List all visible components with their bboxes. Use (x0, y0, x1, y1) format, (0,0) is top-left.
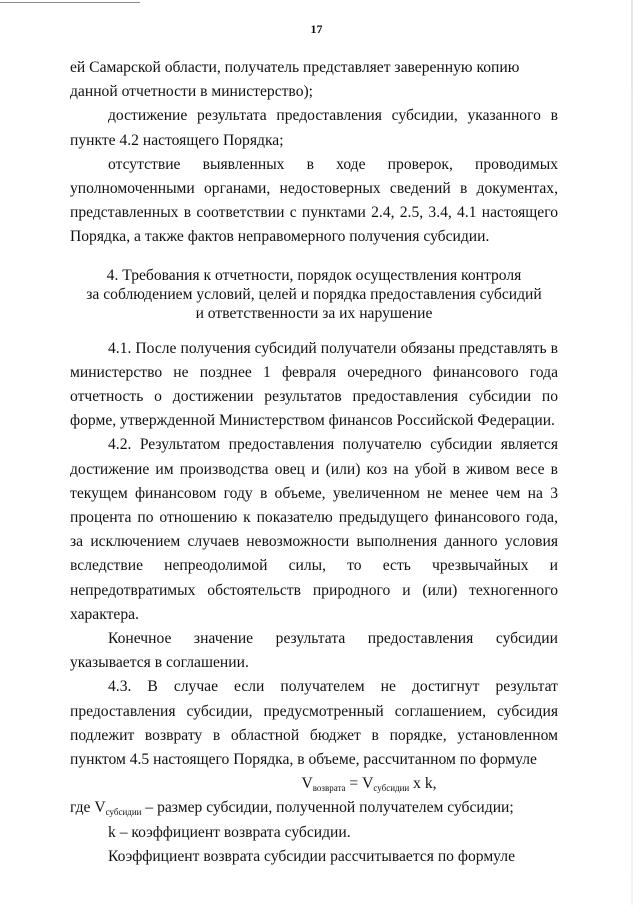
page-number: 17 (310, 22, 323, 36)
section-heading (70, 266, 558, 323)
k-definition: k – коэффициент возврата субсидии. (108, 823, 351, 841)
where-line (70, 796, 558, 820)
where-prefix: где V (70, 799, 106, 817)
paragraph-4-2: 4.2. Результатом предоставления получателю субсидии является достижение им производства овец и (или) коз на убой в живом весе в текущем финансовом году в объеме, увеличенном не менее чем на 3 процента по отношению к показателю предыдущего финансового года, за исключением случаев невозможности выполнения данного условия вследствие непреодолимой силы, то есть чрезвычайных и непредотвратимых обстоятельств природного и (или) техногенного характера. (70, 436, 558, 623)
paragraph-condition-result: достижение результата предоставления субсидии, указанного в пункте 4.2 настоящего Порядка; (70, 107, 558, 149)
where-sub: субсидии (105, 807, 142, 818)
paragraph-continuation: ей Самарской области, получатель представляет заверенную копию данной отчетности в министерство); (70, 59, 520, 101)
paragraph-4-3: 4.3. В случае если получателем не достигнут результат предоставления субсидии, предусмотренный соглашением, субсидия подлежит возврату в областной бюджет в порядке, установленном пунктом 4.5 настоящего Порядка, в объеме, рассчитанном по формуле (70, 678, 558, 769)
paragraph-final-value: Конечное значение результата предоставления субсидии указывается в соглашении. (70, 630, 558, 672)
formula-lhs-sub: возврата (312, 783, 346, 794)
section-heading-line-2: за соблюдением условий, целей и порядка предоставления субсидий (86, 285, 542, 303)
section-heading-line-3: и ответственности за их нарушение (195, 304, 433, 322)
document-body (70, 56, 558, 869)
formula-equals: = (345, 775, 363, 793)
formula-rhs-tail: x k, (409, 775, 437, 793)
section-heading-line-1: 4. Требования к отчетности, порядок осуществления контроля (106, 266, 522, 284)
return-formula (180, 772, 558, 796)
scan-artifact-line (0, 2, 140, 3)
coefficient-intro: Коэффициент возврата субсидии рассчитывается по формуле (108, 847, 515, 865)
where-rest: – размер субсидии, полученной получателем субсидии; (141, 799, 514, 817)
formula-lhs-var: V (301, 775, 313, 793)
paragraph-4-1: 4.1. После получения субсидий получатели обязаны представлять в министерство не позднее 1 февраля очередного финансового года отчетность о достижении результатов предоставления субсидии по форме, утвержденной Министерством финансов Российской Федерации. (70, 339, 558, 430)
formula-rhs-var: V (362, 775, 374, 793)
formula-rhs-sub: субсидии (373, 783, 410, 794)
paragraph-condition-checks: отсутствие выявленных в ходе проверок, проводимых уполномоченными органами, недостоверных сведений в документах, представленных в соответствии с пунктами 2.4, 2.5, 3.4, 4.1 настоящего Порядка, а также фактов неправомерного получения субсидии. (70, 155, 558, 246)
